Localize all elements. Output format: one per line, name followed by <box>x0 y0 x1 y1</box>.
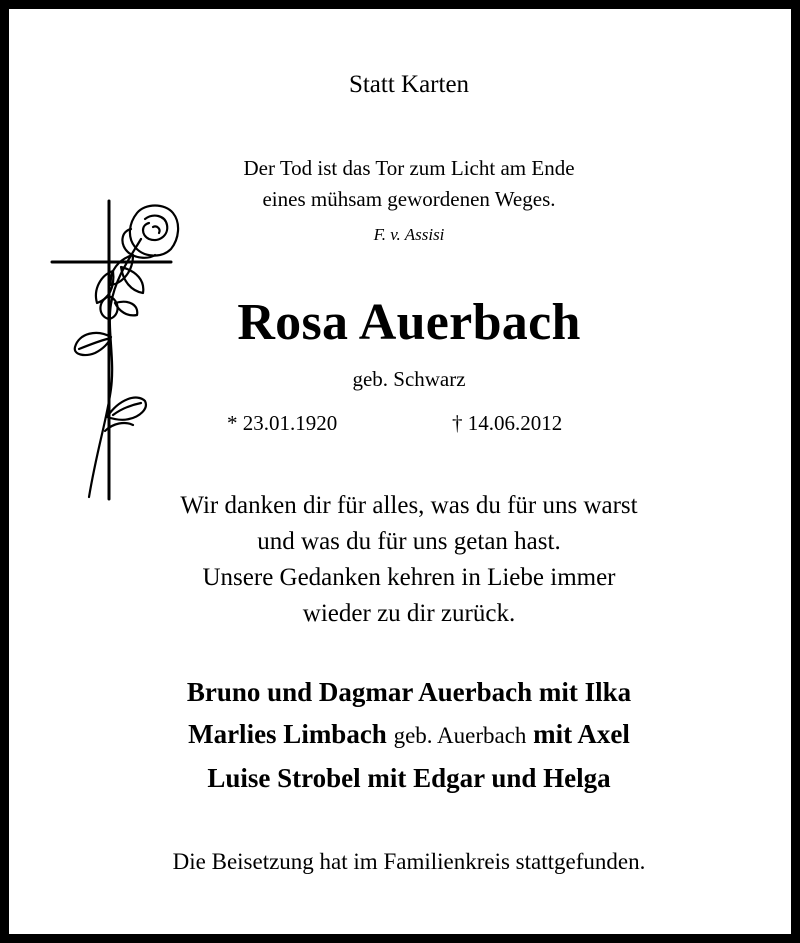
thanks-line-2: und was du für uns getan hast. <box>257 528 561 555</box>
thanks-line-1: Wir danken dir für alles, was du für uns warst <box>180 492 638 519</box>
statt-karten-heading: Statt Karten <box>348 71 470 98</box>
maiden-name: geb. Schwarz <box>352 367 466 391</box>
mourner-maiden: geb. Auerbach <box>393 723 527 748</box>
birth-date: * 23.01.1920 <box>227 411 338 435</box>
mourners-block <box>9 671 800 799</box>
mourner-with: mit Axel <box>533 719 630 749</box>
mourners-line-1: Bruno und Dagmar Auerbach mit Ilka <box>186 677 632 707</box>
mourners-line-2 <box>9 713 800 757</box>
thanks-line-4: wieder zu dir zurück. <box>302 600 516 627</box>
thanks-text <box>9 488 800 632</box>
quote-line-1: Der Tod ist das Tor zum Licht am Ende <box>243 156 575 180</box>
burial-note: Die Beisetzung hat im Familienkreis stattgefunden. <box>172 849 646 874</box>
quote-author: F. v. Assisi <box>373 225 445 244</box>
quote-line-2: eines mühsam gewordenen Weges. <box>262 187 556 211</box>
mourners-line-3: Luise Strobel mit Edgar und Helga <box>207 763 611 793</box>
thanks-line-3: Unsere Gedanken kehren in Liebe immer <box>202 564 616 591</box>
death-date: † 14.06.2012 <box>452 411 563 435</box>
quote-block <box>9 153 800 215</box>
deceased-name: Rosa Auerbach <box>237 294 581 351</box>
mourner-name: Marlies Limbach <box>188 719 387 749</box>
